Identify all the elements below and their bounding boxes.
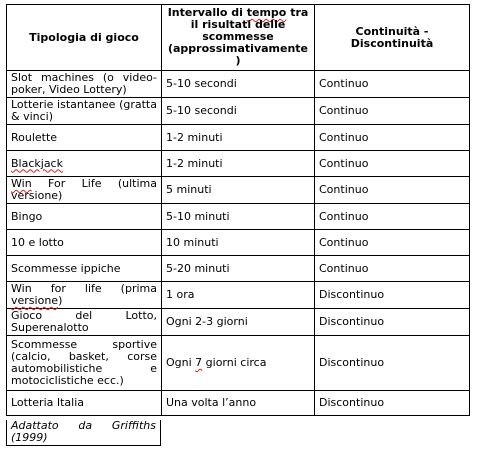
cell-game-type: Lotteria Italia (7, 391, 162, 416)
table-row (7, 98, 470, 125)
table-row (7, 204, 470, 230)
cell-interval: 10 minuti (162, 230, 315, 256)
table-row (7, 282, 470, 309)
cell-interval: 1 ora (162, 282, 315, 309)
game-type-text-b: For Life (ultima versione) (11, 177, 157, 202)
cell-game-type (7, 282, 162, 309)
cell-game-type (7, 177, 162, 204)
cell-continuity: Continuo (315, 98, 470, 125)
cell-game-type: Scommesse sportive (calcio, basket, corse automobilistiche e motociclistiche ecc.) (7, 336, 162, 391)
cell-continuity: Continuo (315, 71, 470, 98)
cell-game-type (7, 151, 162, 177)
source-caption (6, 420, 161, 446)
cell-continuity: Continuo (315, 177, 470, 204)
game-type-text: Blackjack (11, 156, 63, 170)
caption-word: da (78, 419, 93, 432)
game-type-text-a: Win for life (prima (11, 282, 157, 295)
cell-continuity: Continuo (315, 256, 470, 282)
cell-continuity: Discontinuo (315, 309, 470, 336)
caption-word: Adattato (11, 419, 59, 432)
table-row (7, 256, 470, 282)
cell-continuity: Discontinuo (315, 391, 470, 416)
cell-game-type: Bingo (7, 204, 162, 230)
cell-game-type: Scommesse ippiche (7, 256, 162, 282)
table-row (7, 151, 470, 177)
game-type-text-c: ) (58, 294, 63, 307)
interval-text-a: Ogni (166, 356, 196, 369)
cell-game-type: Roulette (7, 125, 162, 151)
cell-game-type: 10 e lotto (7, 230, 162, 256)
header-continuity: Continuità - Discontinuità (315, 5, 470, 71)
cell-interval (162, 336, 315, 391)
cell-game-type: Gioco del Lotto, Superenalotto (7, 309, 162, 336)
cell-continuity: Discontinuo (315, 282, 470, 309)
cell-interval: Ogni 2-3 giorni (162, 309, 315, 336)
interval-text-b: 7 (195, 356, 203, 369)
cell-game-type: Slot machines (o video-poker, Video Lottery) (7, 71, 162, 98)
cell-interval: 5 minuti (162, 177, 315, 204)
cell-interval: 5-20 minuti (162, 256, 315, 282)
header-interval-text-rest: il risultati delle scommesse (approssimativamente ) (167, 18, 309, 67)
game-type-text-b: versione (11, 294, 59, 307)
table-row (7, 309, 470, 336)
interval-text-c: giorni circa (202, 356, 267, 369)
cell-continuity: Continuo (315, 125, 470, 151)
cell-interval: 1-2 minuti (162, 125, 315, 151)
table-row (7, 71, 470, 98)
table-row (7, 125, 470, 151)
cell-continuity: Continuo (315, 204, 470, 230)
cell-interval: Una volta l’anno (162, 391, 315, 416)
cell-interval: 5-10 minuti (162, 204, 315, 230)
cell-interval: 5-10 secondi (162, 71, 315, 98)
table-row (7, 177, 470, 204)
gambling-types-table (6, 4, 470, 416)
header-game-type: Tipologia di gioco (7, 5, 162, 71)
table-row (7, 336, 470, 391)
cell-game-type: Lotterie istantanee (gratta & vinci) (7, 98, 162, 125)
caption-year: (1999) (11, 431, 48, 444)
cell-interval: 1-2 minuti (162, 151, 315, 177)
header-interval-text-b: tempo (246, 6, 287, 19)
cell-interval: 5-10 secondi (162, 98, 315, 125)
table-row (7, 391, 470, 416)
caption-word: Griffiths (111, 419, 156, 432)
table-row (7, 230, 470, 256)
header-interval-text-c: tra (286, 6, 309, 19)
game-type-text-a: Win (11, 177, 32, 190)
cell-continuity: Continuo (315, 151, 470, 177)
header-row (7, 5, 470, 71)
cell-continuity: Discontinuo (315, 336, 470, 391)
header-interval-text-a: Intervallo di (167, 6, 247, 19)
header-time-interval (162, 5, 315, 71)
cell-continuity: Continuo (315, 230, 470, 256)
